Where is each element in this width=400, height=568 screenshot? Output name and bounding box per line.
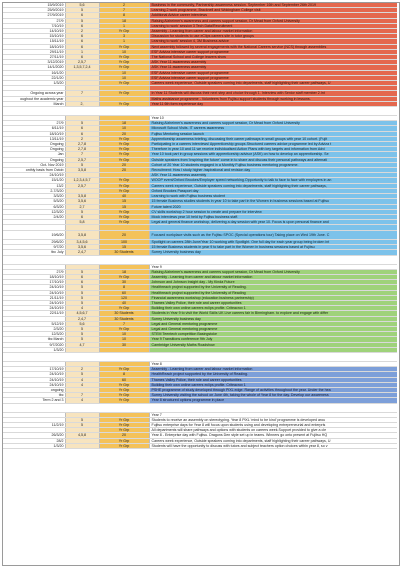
participants-cell: 30 Students xyxy=(99,316,149,321)
date-cell: 18/10/19 xyxy=(3,44,65,49)
year-group-heading: Year 10 xyxy=(149,116,397,121)
gatsby-benchmark-cell: 7 xyxy=(65,91,99,96)
activity-description-cell: 15 female Business studies students in year 10 to take part in the Women in business sessions based at Fujitsu xyxy=(149,199,397,204)
participants-cell: 15 xyxy=(99,199,149,204)
date-cell: 24/10/19 xyxy=(3,285,65,290)
participants-cell: 1 xyxy=(99,39,149,44)
date-cell: 26/3/20 xyxy=(3,433,65,438)
activity-description-cell: Focused workplace visits such as the Fujitsu SPOC (Special operations tour) Taking place on Wed 19th June. C xyxy=(149,230,397,239)
activity-description-cell: Spotlight on careers 28th June/Year 10 working with Spotlight. One full day for each year group being broken int xyxy=(149,239,397,244)
gatsby-benchmark-cell: 5 xyxy=(65,295,99,300)
participants-cell: Yr Grp xyxy=(99,152,149,157)
participants-cell: Yr Grp xyxy=(99,438,149,443)
participants-cell: 1 xyxy=(99,23,149,28)
activity-description-cell: WOOP event/Oxford Brookes/Employer speed networking.Opportunity to talk to face to face with employers in an xyxy=(149,178,397,183)
participants-cell: 8 xyxy=(99,372,149,377)
gatsby-benchmark-cell: 5 xyxy=(65,162,99,167)
gatsby-benchmark-cell: 5 xyxy=(65,285,99,290)
activity-description-cell: Surrey University business day xyxy=(149,250,397,255)
year-group-heading: Year 9 xyxy=(149,264,397,269)
activity-description-cell: Assembly - Learning from career and labour market information xyxy=(149,367,397,372)
participants-cell: 10 xyxy=(99,75,149,80)
participants-cell: 18 xyxy=(99,121,149,126)
gatsby-benchmark-cell: 2 xyxy=(65,136,99,141)
gatsby-benchmark-cell: 5 xyxy=(65,300,99,305)
date-cell: 22/1/20 xyxy=(3,75,65,80)
gatsby-benchmark-cell: 2,7 xyxy=(65,204,99,209)
activity-description-cell: Year 11 6th form experience day xyxy=(149,101,397,106)
date-cell: 3/12/2019 xyxy=(3,60,65,65)
date-cell: 1/3/20 xyxy=(3,81,65,86)
activity-description-cell: Legal and General mentoring programme xyxy=(149,321,397,326)
participants-cell: 8 xyxy=(99,285,149,290)
participants-cell: 60 xyxy=(99,377,149,382)
activity-description-cell: Apprenticeship awareness briefing, discussing their career pathways in small groups with year 10 cohort. (Fujit xyxy=(149,136,397,141)
gatsby-benchmark-cell: 6 xyxy=(65,55,99,60)
activity-description-cell: Raising Alzheimer's awareness and careers support session, Dr Mead from Oxford University xyxy=(149,18,397,23)
participants-cell: 8 xyxy=(99,13,149,18)
gatsby-benchmark-cell: 2,4,7 xyxy=(65,316,99,321)
participants-cell: 20 xyxy=(99,131,149,136)
date-cell: 12/3/20 xyxy=(3,209,65,214)
activity-description-cell: Students in Year 9 to visit the World Skills UK Live careers fair in Birmingham. to explore and engage with differ xyxy=(149,311,397,316)
gatsby-benchmark-cell: 5,8 xyxy=(65,220,99,225)
date-cell: 13/2 xyxy=(3,183,65,188)
activity-description-cell: Legal and general finance workshop, delivering a day session with year 10. Focus is upon personal finance and xyxy=(149,220,397,225)
date-cell: Ongoing across year xyxy=(3,91,65,96)
date-cell: 18/10/19 xyxy=(3,131,65,136)
year-group-heading: Year 8 xyxy=(149,361,397,366)
gatsby-benchmark-cell: 5 xyxy=(65,18,99,23)
participants-cell: Yr Grp xyxy=(99,398,149,403)
activity-description-cell: Year 8 structured options programme in place xyxy=(149,398,397,403)
gatsby-benchmark-cell: 6 xyxy=(65,280,99,285)
activity-description-cell: Cohort of 20 Year 10 students engaged in a Monthly Fujitsu business mentoring programme. xyxy=(149,162,397,167)
activity-description-cell: ESF Adviza intensive career support programme xyxy=(149,70,397,75)
section-gap xyxy=(3,403,397,412)
gatsby-benchmark-cell: 6 xyxy=(65,126,99,131)
section-gap xyxy=(3,255,397,264)
participants-cell: 3 xyxy=(99,34,149,39)
date-cell: 2-7/3/20 xyxy=(3,188,65,193)
activity-description-cell: Therefore in year 10 and 11 we receive individualised Action Plans with key targets and information from Advi xyxy=(149,147,397,152)
gatsby-benchmark-cell: 6 xyxy=(65,34,99,39)
gatsby-benchmark-cell: 6 xyxy=(65,131,99,136)
date-cell: 1/3/20 xyxy=(3,443,65,448)
date-cell: 5/12/19 xyxy=(3,321,65,326)
activity-description-cell: PSHE programme of study developed through PiXL edge. Range of activities throughout the year. Under the hea xyxy=(149,387,397,392)
date-cell: onthly basis from Octob xyxy=(3,168,65,173)
date-cell: 24/10/19 xyxy=(3,173,65,178)
date-cell: 3/3/20 xyxy=(3,194,65,199)
participants-cell: 100 xyxy=(99,239,149,244)
gatsby-benchmark-cell xyxy=(65,443,99,448)
participants-cell: Yr Grp xyxy=(99,326,149,331)
gatsby-benchmark-cell: 1 xyxy=(65,49,99,54)
participants-cell: 40 xyxy=(99,300,149,305)
gatsby-benchmark-cell: 4,5,6,7 xyxy=(65,311,99,316)
activity-description-cell: All departments will share pathways and options with students on careers week.Support provided to give a cle xyxy=(149,428,397,433)
gatsby-benchmark-cell: 7 xyxy=(65,152,99,157)
participants-cell: Yr Grp xyxy=(99,147,149,152)
activity-description-cell: Additional Advice career interviews xyxy=(149,13,397,18)
participants-cell: 20 xyxy=(99,168,149,173)
activity-description-cell: Participating in a careers interviews/ Apprenticeship groups.Structured careers advice programme led by Adviza t xyxy=(149,142,397,147)
date-cell: Term 2 and 3 xyxy=(3,398,65,403)
date-cell: 27/9 xyxy=(3,18,65,23)
participants-cell: 10 xyxy=(99,126,149,131)
activity-description-cell: Students to receive an assembly on stereotyping. Year 8 PiXL 'mind to be kind' programme is developed arou xyxy=(149,417,397,422)
date-cell: Ongoing xyxy=(3,147,65,152)
activity-description-cell: Healthreach project supported by the University of Reading xyxy=(149,290,397,295)
gatsby-benchmark-cell: 2,5,7 xyxy=(65,157,99,162)
gatsby-benchmark-cell: 5,6 xyxy=(65,3,99,8)
gatsby-benchmark-cell: 6 xyxy=(65,214,99,219)
participants-cell: 20 xyxy=(99,162,149,167)
date-cell: 6/11/19 xyxy=(3,126,65,131)
gatsby-benchmark-cell: 2, xyxy=(65,101,99,106)
gatsby-benchmark-cell: 5 xyxy=(65,332,99,337)
participants-cell: 7 xyxy=(99,321,149,326)
gatsby-benchmark-cell: 2 xyxy=(65,29,99,34)
activity-description-cell: Surrey University business day xyxy=(149,316,397,321)
activity-description-cell: Learning to work' session 4, 3M Business advice xyxy=(149,39,397,44)
participants-cell: 10 xyxy=(99,337,149,342)
activity-description-cell: Students will have the opportunity to discuss with tutors and subject teachers option choices within year 8, so v xyxy=(149,443,397,448)
participants-cell: Yr Grp xyxy=(99,136,149,141)
activity-description-cell: Johnson and Johnson Insight day - My Kinda Future xyxy=(149,280,397,285)
date-cell: 12/3/20 xyxy=(3,332,65,337)
activity-description-cell: Learning to work with Fujitsu business student xyxy=(149,194,397,199)
date-cell: March xyxy=(3,101,65,106)
gatsby-benchmark-cell: 4 xyxy=(65,382,99,387)
gatsby-benchmark-cell: 5,6 xyxy=(65,321,99,326)
participants-cell: 20 xyxy=(99,433,149,438)
gatsby-benchmark-cell: 5 xyxy=(65,209,99,214)
activity-description-cell: Business in the community, Partnership awareness session. September 16th and September 26th 2019 xyxy=(149,3,397,8)
activity-table xyxy=(3,3,397,449)
gatsby-benchmark-cell: 6 xyxy=(65,23,99,28)
activity-description-cell: Careers week experience, Outside speakers coming into departments, staff highlighting their career pathways, U xyxy=(149,81,397,86)
date-cell: 7/10/19 xyxy=(3,23,65,28)
participants-cell: Yr Grp xyxy=(99,428,149,433)
date-cell: 28/2 xyxy=(3,438,65,443)
date-cell: 27/11/19 xyxy=(3,55,65,60)
participants-cell: 7 xyxy=(99,8,149,13)
date-cell: Jan xyxy=(3,152,65,157)
participants-cell: 10 xyxy=(99,70,149,75)
date-cell: oughout the academic year xyxy=(3,96,65,101)
activity-description-cell: Discussion for students to use eClips careers site in tutor groups xyxy=(149,34,397,39)
gatsby-benchmark-cell: 3,5,8 xyxy=(65,230,99,239)
date-cell: 17/10/19 xyxy=(3,280,65,285)
activity-description-cell: Learning to work' session 3 Tech Data/Recruitment xyxy=(149,23,397,28)
date-cell: 27/9/2019 xyxy=(3,13,65,18)
participants-cell: 15 xyxy=(99,204,149,209)
gatsby-benchmark-cell: 6 xyxy=(65,274,99,279)
participants-cell: 40 xyxy=(99,194,149,199)
activity-description-cell: Future talent 2020 xyxy=(149,204,397,209)
activity-description-cell: Assembly - Learning from career and labour market information xyxy=(149,274,397,279)
date-cell: ongoing xyxy=(3,387,65,392)
activity-row xyxy=(3,230,397,239)
careers-activity-spreadsheet xyxy=(2,2,400,566)
date-cell: 15/10/19 xyxy=(3,34,65,39)
gatsby-benchmark-cell: 3,5,8 xyxy=(65,168,99,173)
participants-cell: Yr Grp xyxy=(99,220,149,225)
gatsby-benchmark-cell: 5 xyxy=(65,290,99,295)
gatsby-benchmark-cell: 6 xyxy=(65,39,99,44)
date-cell: 27/9 xyxy=(3,269,65,274)
activity-description-cell: Outside speakers from 'Inspiring the future' come in to share and discuss their personal pathways and alternati xyxy=(149,157,397,162)
participants-cell: 15 xyxy=(99,245,149,250)
participants-cell: Yr Grp xyxy=(99,387,149,392)
participants-cell: Yr Grp xyxy=(99,55,149,60)
participants-cell: Yr Grp xyxy=(99,65,149,70)
gatsby-benchmark-cell: 2,4,7 xyxy=(65,250,99,255)
gatsby-benchmark-cell: 5 xyxy=(65,422,99,427)
participants-cell: 30 Students xyxy=(99,311,149,316)
date-cell: 13/11/19 xyxy=(3,136,65,141)
date-cell: 24/10/19 xyxy=(3,290,65,295)
gatsby-benchmark-cell: 2 xyxy=(65,367,99,372)
gatsby-benchmark-cell: 3,5,6 xyxy=(65,199,99,204)
date-cell: 24/10/19 xyxy=(3,382,65,387)
date-cell: 6/3/20 xyxy=(3,204,65,209)
participants-cell: 18 xyxy=(99,269,149,274)
activity-description-cell: ESF Adviza intensive career support programme xyxy=(149,75,397,80)
participants-cell: Yr Grp xyxy=(99,306,149,311)
activity-description-cell: HealthReach project supported by the University of Reading. xyxy=(149,372,397,377)
activity-description-cell: Building their own online careers eclips profile. Criteacrox 1 xyxy=(149,306,397,311)
participants-cell: Yr Grp xyxy=(99,44,149,49)
date-cell: 16/1/20 xyxy=(3,70,65,75)
gatsby-benchmark-cell: 5 xyxy=(65,372,99,377)
gatsby-benchmark-cell: 4 xyxy=(65,398,99,403)
activity-description-cell: Oxford Brookes Passport day xyxy=(149,188,397,193)
date-cell: 1/3/20 xyxy=(3,347,65,352)
activity-description-cell: ESF Adviza intensive career support programme xyxy=(149,49,397,54)
participants-cell: Yr Grp xyxy=(99,142,149,147)
date-cell: 25/9/2019 xyxy=(3,8,65,13)
activity-description-cell: Cambridge University Maths Roadshow xyxy=(149,342,397,347)
activity-description-cell: Surrey University visiting the school on June 4th, taking the whole of Year 8 for the day. Develop our awareness xyxy=(149,393,397,398)
participants-cell: Yr Grp xyxy=(99,393,149,398)
date-cell: 14/1/2020 xyxy=(3,65,65,70)
participants-cell: 30 xyxy=(99,342,149,347)
date-cell: Ongoing xyxy=(3,157,65,162)
gatsby-benchmark-cell: 4 xyxy=(65,306,99,311)
section-gap xyxy=(3,107,397,116)
participants-cell: 10 xyxy=(99,332,149,337)
activity-description-cell: ASK Year 11 awareness assembly xyxy=(149,173,397,178)
date-cell: 11/2/19 xyxy=(3,422,65,427)
date-cell: 18/10/19 xyxy=(3,274,65,279)
participants-cell: Yr Grp xyxy=(99,29,149,34)
gatsby-benchmark-cell: 2,7,8 xyxy=(65,147,99,152)
date-cell: 24/10/19 xyxy=(3,372,65,377)
activity-description-cell: Healthreach project supported by the University of Reading. xyxy=(149,285,397,290)
activity-description-cell: ASK Year 11 awareness assembly xyxy=(149,65,397,70)
gatsby-benchmark-cell: 5 xyxy=(65,8,99,13)
activity-description-cell: Year 10 took part in group sessions with apprenticeship advisor (ASK) on how to develop an apprenticeship. Se xyxy=(149,152,397,157)
gatsby-benchmark-cell: 3,4,5,6 xyxy=(65,239,99,244)
participants-cell: 30 xyxy=(99,280,149,285)
activity-description-cell: 15 female Business students in year 9 to take part in the Women in business sessions based at Fujitsu xyxy=(149,245,397,250)
activity-description-cell: Mock interviews year 10 held by Fujitsu business staff. xyxy=(149,214,397,219)
activity-description-cell: Raising Alzheimer's awareness and careers support session, Dr Mead from Oxford University xyxy=(149,121,397,126)
date-cell: tbc xyxy=(3,393,65,398)
gatsby-benchmark-cell: 3,5,6 xyxy=(65,245,99,250)
date-cell: 15/9/2019 xyxy=(3,3,65,8)
participants-cell: Yr Grp xyxy=(99,209,149,214)
date-cell: 15/11/19 xyxy=(3,39,65,44)
activity-description-cell: Raising Alzheimer's awareness and careers support session, Dr Mead from Oxford University xyxy=(149,269,397,274)
activity-description-cell: Thames Valley Police, their role and career opportunities xyxy=(149,300,397,305)
participants-cell: Yr Grp xyxy=(99,178,149,183)
gatsby-benchmark-cell: 5 xyxy=(65,121,99,126)
date-cell: 15/1/20 xyxy=(3,178,65,183)
participants-cell: 30 Students xyxy=(99,250,149,255)
gatsby-benchmark-cell: 4 xyxy=(65,377,99,382)
gatsby-benchmark-cell: 5 xyxy=(65,337,99,342)
gatsby-benchmark-cell: 2,7,8 xyxy=(65,142,99,147)
date-cell: 29/11/19 xyxy=(3,49,65,54)
activity-description-cell: Financial awareness workshop (education business partnership) xyxy=(149,295,397,300)
participants-cell: Yr Grp xyxy=(99,101,149,106)
activity-description-cell: Careers week experience, Outside speakers coming into departments, staff highlighting their career pathways, xyxy=(149,183,397,188)
activity-description-cell: Assembly - Learning from career and labour market information xyxy=(149,29,397,34)
participants-cell: Yr Grp xyxy=(99,443,149,448)
gatsby-benchmark-cell: 3,5,8 xyxy=(65,194,99,199)
activity-description-cell: Next assembly followed by several engagements with the National Careers service (NCS) through assemblies xyxy=(149,44,397,49)
activity-description-cell: Fujitsu Mentoring session launch xyxy=(149,131,397,136)
participants-cell: Yr Grp xyxy=(99,214,149,219)
participants-cell: Yr Grp xyxy=(99,157,149,162)
activity-description-cell: Year 8 - Enterprise day with Fujitsu. Dragons Den style set up in teams. Winners go onto present at Fujitsu HQ xyxy=(149,433,397,438)
section-gap xyxy=(3,352,397,361)
participants-cell: 120 xyxy=(99,295,149,300)
gatsby-benchmark-cell: 6 xyxy=(65,13,99,18)
gatsby-benchmark-cell: 4,5,8 xyxy=(65,433,99,438)
gatsby-benchmark-cell: 6 xyxy=(65,44,99,49)
participants-cell: Yr Grp xyxy=(99,417,149,422)
gatsby-benchmark-cell: 5 xyxy=(65,326,99,331)
date-cell: 5/3/20 xyxy=(3,199,65,204)
gatsby-benchmark-cell: 5 xyxy=(65,417,99,422)
activity-description-cell: Microsoft School Visits. IT careers awareness xyxy=(149,126,397,131)
activity-description-cell: STEM Teentech competition Basingstoke xyxy=(149,332,397,337)
date-cell: 24/10/19 xyxy=(3,300,65,305)
date-cell: 14/10/19 xyxy=(3,29,65,34)
date-cell: 2/4/20 xyxy=(3,214,65,219)
activity-row xyxy=(3,443,397,448)
participants-cell: 18 xyxy=(99,18,149,23)
activity-description-cell: Fujitsu enterprise days for Year 8 will focus upon students using and developing entrepreneurial and enterpris xyxy=(149,422,397,427)
date-cell: tbc July xyxy=(3,250,65,255)
date-cell: 17/10/19 xyxy=(3,367,65,372)
date-cell: 19/6/20 xyxy=(3,230,65,239)
activity-description-cell: Maths assistance programme - Volunteers from Fujitsu support students through working in lessons. xyxy=(149,96,397,101)
date-cell: Oct- Nov 2019 xyxy=(3,162,65,167)
participants-cell: 60 xyxy=(99,290,149,295)
date-cell: 27/9 xyxy=(3,121,65,126)
participants-cell: Yr Grp xyxy=(99,367,149,372)
participants-cell: Yr Grp xyxy=(99,422,149,427)
activity-description-cell: In Year 11 Students will discuss their next step and choice through 1. Interview with Senior staff member 2.Int xyxy=(149,91,397,96)
gatsby-benchmark-cell: 2,5,7 xyxy=(65,60,99,65)
activity-description-cell: The National School and College leavers show xyxy=(149,55,397,60)
date-cell: 22/11/19 xyxy=(3,311,65,316)
date-cell: 9/7/20 xyxy=(3,245,65,250)
participants-cell: 2 xyxy=(99,3,149,8)
activity-description-cell: CV skills workshop 2 hour session to create and prepare for interview xyxy=(149,209,397,214)
participants-cell: Yr Grp xyxy=(99,183,149,188)
date-cell: 2/3/20 xyxy=(3,326,65,331)
activity-table-body xyxy=(3,3,397,449)
date-cell: 21/11/19 xyxy=(3,295,65,300)
participants-cell: Yr Grp xyxy=(99,91,149,96)
activity-description-cell: Legal and General mentoring programme xyxy=(149,326,397,331)
date-cell: Ongoing xyxy=(3,142,65,147)
participants-cell: Yr Grp xyxy=(99,81,149,86)
gatsby-benchmark-cell: 1,2,3,4,5,7 xyxy=(65,178,99,183)
participants-cell: Yr Grp xyxy=(99,274,149,279)
activity-description-cell: Learning 2 work programme, Bracknell and Wokingham College visit xyxy=(149,8,397,13)
date-cell: tbc March xyxy=(3,337,65,342)
gatsby-benchmark-cell: 5 xyxy=(65,269,99,274)
gatsby-benchmark-cell: 4,7 xyxy=(65,342,99,347)
date-cell: 29/6/20 xyxy=(3,239,65,244)
activity-description-cell: Year 9 Transitions conference 9th July xyxy=(149,337,397,342)
date-cell: 24/10/19 xyxy=(3,306,65,311)
activity-description-cell: Recruitment: How I study higher /aspirational and revision day xyxy=(149,168,397,173)
activity-description-cell: Careers week experience, Outside speakers coming into departments, staff highlighting their career pathways, U xyxy=(149,438,397,443)
activity-description-cell: Thames Valley Police, their role and career opportunities xyxy=(149,377,397,382)
date-cell: 9/7/2020 xyxy=(3,342,65,347)
participants-cell: Yr Grp xyxy=(99,60,149,65)
activity-description-cell: Building their own online careers eclips profile. Criteacrox 1 xyxy=(149,382,397,387)
participants-cell: Yr Grp xyxy=(99,382,149,387)
activity-description-cell: ASK Year 11 awareness assembly xyxy=(149,60,397,65)
participants-cell: Yr Grp xyxy=(99,188,149,193)
participants-cell: 10 xyxy=(99,49,149,54)
participants-cell: 20 xyxy=(99,230,149,239)
year-group-heading: Year 7 xyxy=(149,412,397,417)
gatsby-benchmark-cell: 7 xyxy=(65,393,99,398)
date-cell: 24/10/19 xyxy=(3,377,65,382)
gatsby-benchmark-cell: 2,5,7 xyxy=(65,183,99,188)
gatsby-benchmark-cell: 1,3,5,7,2,4 xyxy=(65,65,99,70)
